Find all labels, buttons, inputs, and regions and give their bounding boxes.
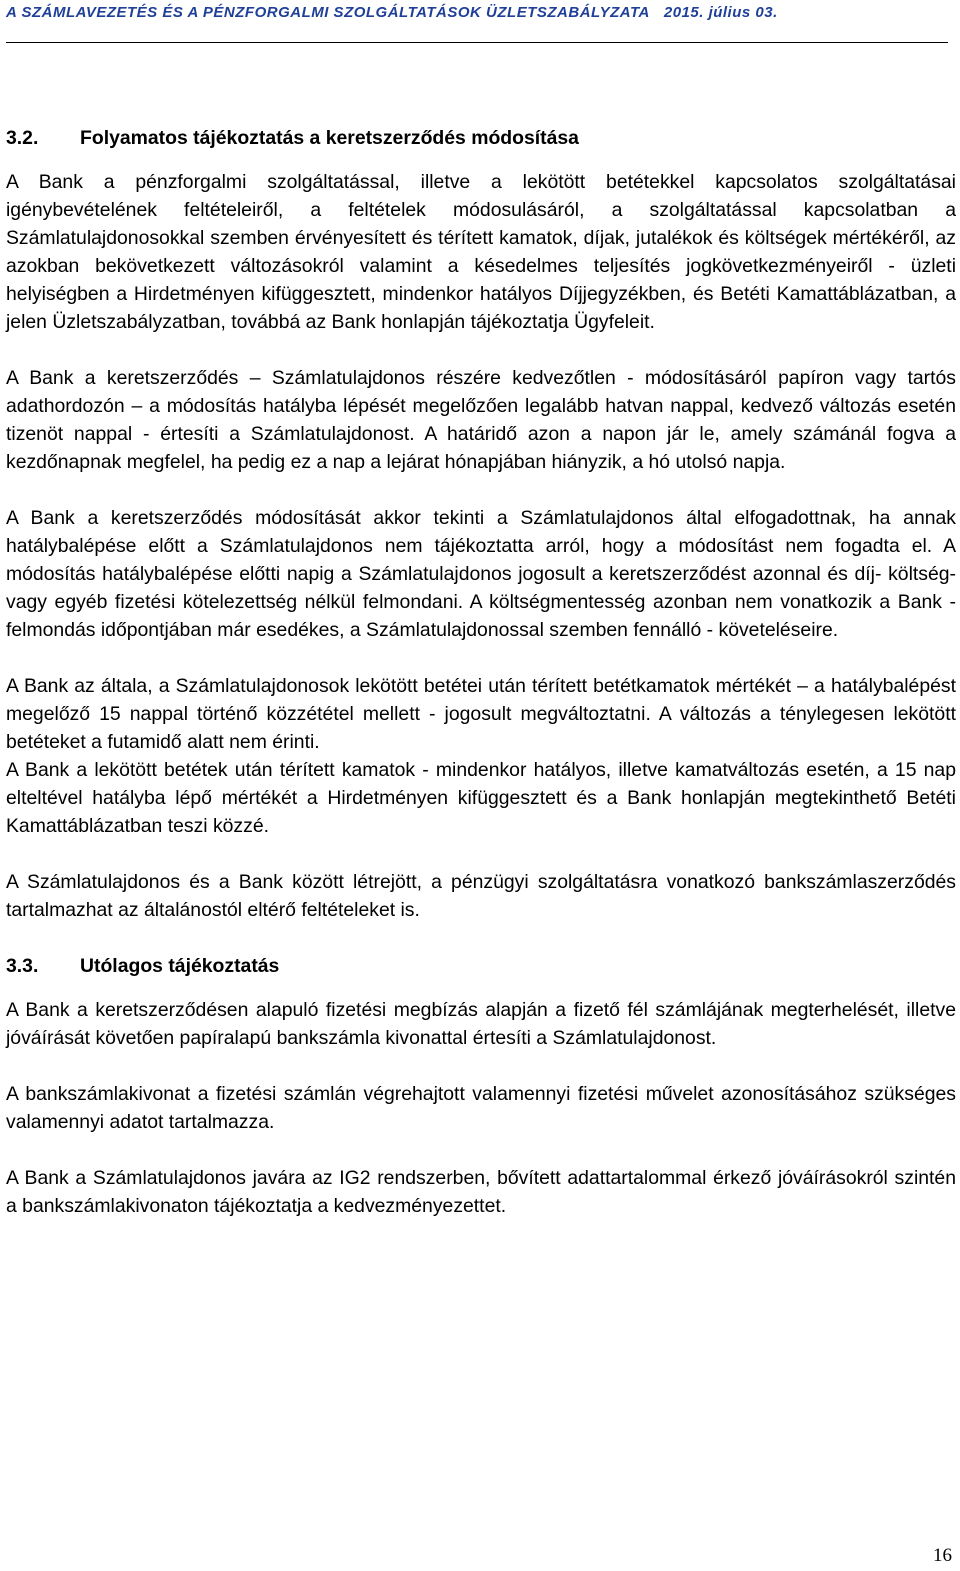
document-body: [6, 124, 956, 1248]
header-rule: [6, 42, 948, 43]
page-number: 16: [933, 1545, 952, 1566]
paragraph: A Bank a keretszerződés – Számlatulajdonos részére kedvezőtlen - módosításáról papíron vagy tartós adathordozón – a módosítás hatályba lépését megelőzően legalább hatvan nappal, kedvező változás esetén tizenöt nappal - értesíti a Számlatulajdonost. A határidő azon a napon jár le, amely számánál fogva a kezdőnapnak megfelel, ha pedig ez a nap a lejárat hónapjában hiányzik, a hó utolsó napja.: [6, 367, 956, 473]
section-number: 3.2.: [6, 127, 39, 149]
paragraph: A Bank a lekötött betétek után térített kamatok - mindenkor hatályos, illetve kamatváltozás esetén, a 15 nap elteltével hatályba lépő mértékét a Hirdetményen kifüggesztett és a Bank honlapján megtekinthető Betéti Kamattáblázatban teszi közzé.: [6, 759, 956, 837]
section-title: Utólagos tájékoztatás: [80, 955, 280, 977]
running-header: [6, 4, 950, 21]
section-title: Folyamatos tájékoztatás a keretszerződés módosítása: [80, 127, 579, 149]
paragraph: A Bank a Számlatulajdonos javára az IG2 rendszerben, bővített adattartalommal érkező jóváírásokról szintén a bankszámlakivonaton tájékoztatja a kedvezményezettet.: [6, 1167, 956, 1217]
section-heading-3-2: [6, 124, 956, 152]
paragraph: A Bank a pénzforgalmi szolgáltatással, illetve a lekötött betétekkel kapcsolatos szolgáltatásai igénybevételének feltételeiről, a feltételek módosulásáról, a szolgáltatással kapcsolatban a Számlatulajdonosokkal szemben érvényesített és térített kamatok, díjak, jutalékok és költségek mértékéről, az azokban bekövetkezett változásokról valamint a késedelmes teljesítés jogkövetkezményeiről - üzleti helyiségben a Hirdetményen kifüggesztett, mindenkor hatályos Díjjegyzékben, és Betéti Kamattáblázatban, a jelen Üzletszabályzatban, továbbá az Bank honlapján tájékoztatja Ügyfeleit.: [6, 171, 956, 333]
paragraph: A bankszámlakivonat a fizetési számlán végrehajtott valamennyi fizetési művelet azonosításához szükséges valamennyi adatot tartalmazza.: [6, 1083, 956, 1133]
paragraph: A Bank a keretszerződésen alapuló fizetési megbízás alapján a fizető fél számlájának megterhelését, illetve jóváírását követően papíralapú bankszámla kivonattal értesíti a Számlatulajdonost.: [6, 999, 956, 1049]
section-number: 3.3.: [6, 955, 39, 977]
paragraph: A Bank az általa, a Számlatulajdonosok lekötött betétei után térített betétkamatok mértékét – a hatálybalépést megelőző 15 nappal történő közzététel mellett - jogosult megváltoztatni. A változás a ténylegesen lekötött betéteket a futamidő alatt nem érinti.: [6, 675, 956, 753]
paragraph: A Bank a keretszerződés módosítását akkor tekinti a Számlatulajdonos által elfogadottnak, ha annak hatálybalépése előtt a Számlatulajdonos nem tájékoztatta arról, hogy a módosítást nem fogadta el. A módosítás hatálybalépése előtti napig a Számlatulajdonos jogosult a keretszerződést azonnal és díj- költség- vagy egyéb fizetési kötelezettség nélkül felmondani. A költségmentesség azonban nem vonatkozik a Bank - felmondás időpontjában már esedékes, a Számlatulajdonossal szemben fennálló - követeléseire.: [6, 507, 956, 641]
section-heading-3-3: [6, 952, 956, 980]
paragraph: A Számlatulajdonos és a Bank között létrejött, a pénzügyi szolgáltatásra vonatkozó bankszámlaszerződés tartalmazhat az általánostól eltérő feltételeket is.: [6, 871, 956, 921]
header-date: 2015. július 03.: [663, 4, 778, 21]
header-title: A SZÁMLAVEZETÉS ÉS A PÉNZFORGALMI SZOLGÁLTATÁSOK ÜZLETSZABÁLYZATA: [6, 4, 650, 21]
